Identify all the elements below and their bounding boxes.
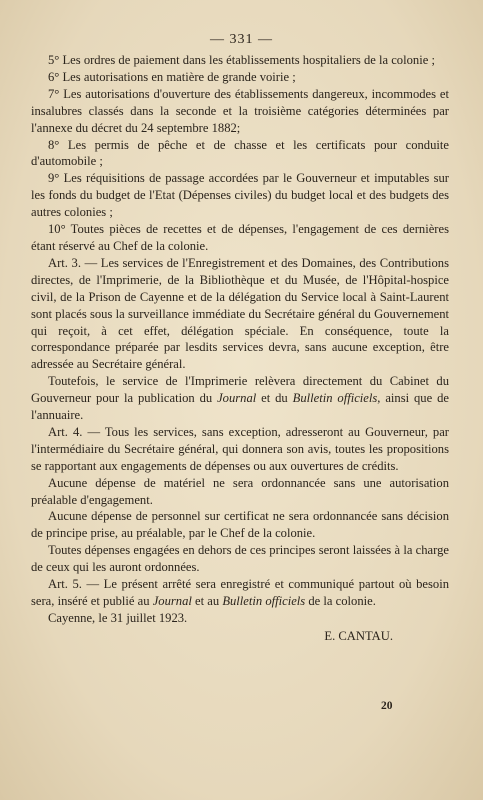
paragraph-materiel: Aucune dépense de matériel ne sera ordonnancée sans une autorisation préalable d'engagement.: [31, 475, 449, 507]
bulletin-title: Bulletin officiels: [222, 594, 306, 608]
page-number: — 331 —: [210, 32, 273, 47]
paragraph-item-10: 10° Toutes pièces de recettes et de dépenses, l'engagement de ces dernières étant réservé au Chef de la colonie.: [31, 222, 449, 253]
paragraph-item-6: 6° Les autorisations en matière de grande voirie ;: [48, 69, 296, 84]
paragraph-article-5: [31, 576, 449, 610]
paragraph-item-5: 5° Les ordres de paiement dans les établissements hospitaliers de la colonie ;: [48, 53, 435, 67]
signature: E. CANTAU.: [324, 628, 393, 643]
paragraph-item-8: 8° Les permis de pêche et de chasse et les certificats pour conduite d'automobile ;: [31, 137, 449, 169]
paragraph-article-4: Art. 4. — Tous les services, sans exception, adresseront au Gouverneur, par l'intermédiaire du Secrétaire général, qui donnera son avis, toutes les propositions se rapportant aux engagements de dépenses ou aux ouvertures de crédits.: [31, 424, 449, 473]
paragraph-personnel: Aucune dépense de personnel sur certificat ne sera ordonnancée sans décision de principe prise, au préalable, par le Chef de la colonie.: [31, 509, 449, 541]
text-run: , ainsi que de l'annuaire.: [31, 391, 449, 423]
paragraph-item-7: 7° Les autorisations d'ouverture des établissements dangereux, incommodes et insalubres classés dans la seconde et la troisième catégories déterminées par l'annexe du décret du 24 septembre 1882;: [31, 86, 449, 135]
text-run: et au: [191, 594, 223, 608]
journal-title: Journal: [152, 594, 192, 608]
paragraph-item-9: 9° Les réquisitions de passage accordées par le Gouverneur et imputables sur les fonds du budget de l'Etat (Dépenses civiles) du budget local et des budgets des autres colonies ;: [31, 171, 449, 220]
journal-title: Journal: [217, 391, 257, 406]
date-line: Cayenne, le 31 juillet 1923.: [48, 610, 188, 625]
paragraph-depenses: Toutes dépenses engagées en dehors de ces principes seront laissées à la charge de ceux qui les auront ordonnées.: [31, 543, 449, 575]
text-run: et du: [256, 391, 293, 406]
paragraph-toutefois: [31, 373, 449, 424]
paragraph-article-3: Art. 3. — Les services de l'Enregistrement et des Domaines, des Contributions directes, de l'Imprimerie, de la Bibliothèque et du Musée, de l'Hôpital-hospice civil, de la Prison de Cayenne et de la délégation du Service local à Saint-Laurent sont placés sous la surveillance immédiate du Secrétaire général du Gouvernement qui reçoit, à cet effet, délégation spéciale. En conséquence, toute la correspondance préparée par lesdits services devra, sans aucune exception, être adressée au Secrétaire général.: [31, 255, 449, 372]
text-run: Toutefois, le service de l'Imprimerie relèvera directement du Cabinet du Gouverneur pour la publication du: [31, 374, 449, 406]
sheet-number: 20: [381, 700, 393, 712]
document-body: [31, 52, 449, 645]
text-run: Art. 5. — Le présent arrêté sera enregistré et communiqué partout où besoin sera, inséré et publié au: [31, 577, 449, 608]
bulletin-title: Bulletin officiels: [292, 391, 378, 406]
text-run: de la colonie.: [305, 594, 376, 608]
